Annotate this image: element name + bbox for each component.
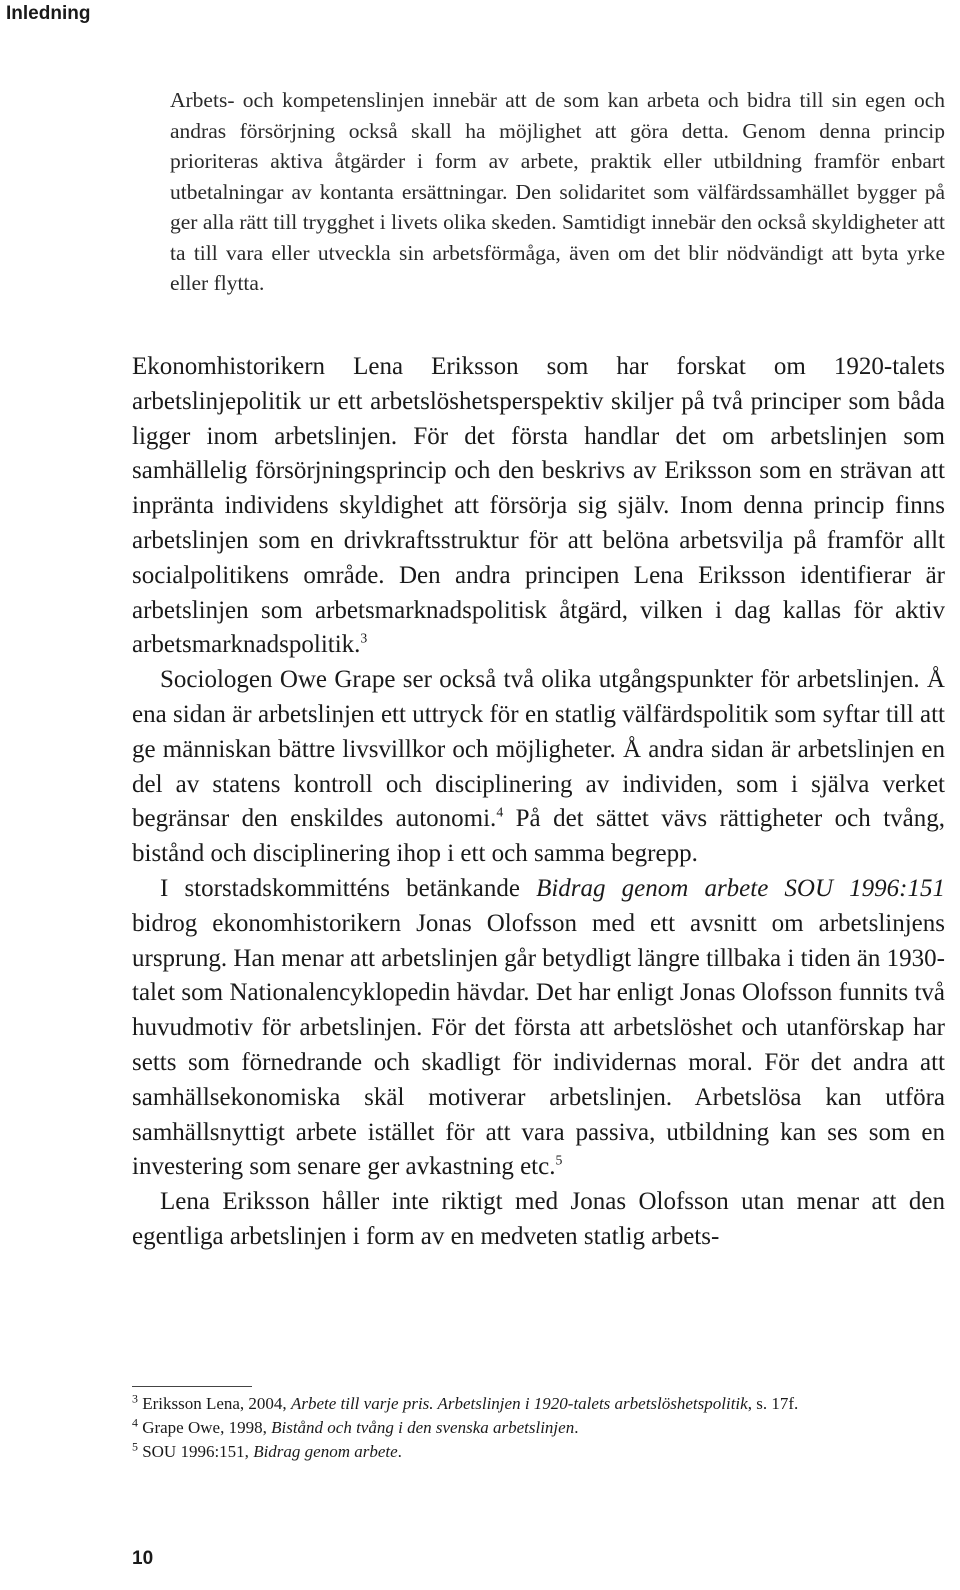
section-header: Inledning: [6, 3, 91, 24]
footnote-text: .: [397, 1442, 402, 1461]
footnote-title: Bistånd och tvång i den svenska arbetslinjen: [271, 1418, 575, 1437]
paragraph-grape: [132, 663, 945, 872]
page-number: 10: [132, 1548, 154, 1569]
footnote-4: [132, 1416, 945, 1440]
footnote-number: 5: [132, 1439, 138, 1454]
footnotes: [132, 1392, 945, 1464]
footnote-text: Grape Owe, 1998,: [137, 1418, 272, 1437]
footnote-divider: [132, 1386, 252, 1387]
footnote-title: Arbete till varje pris. Arbetslinjen i 1920-talets arbetslöshetspolitik: [290, 1394, 748, 1413]
footnote-text: Eriksson Lena, 2004,: [137, 1394, 291, 1413]
paragraph-continuation: Lena Eriksson håller inte riktigt med Jonas Olofsson utan menar att den egentliga arbetslinjen i form av en medveten statlig arbets-: [132, 1188, 945, 1250]
paragraph-text: bidrog ekonomhistorikern Jonas Olofsson med ett avsnitt om arbetslinjens ursprung. Han menar att arbetslinjen går betydligt längre tillbaka i tiden än 1930-talet som Nationalencyklopedin hävdar. Det har enligt Jonas Olofsson funnits två huvudmotiv för arbetslinjen. För det första att arbetslöshet och utanförskap har setts som förnedrande och skadligt för individernas moral. För det andra att samhällsekonomiska skäl motiverar arbetslinjen. Arbetslösa kan utföra samhällsnyttigt arbete istället för att vara passiva, utbildning kan ses som en investering som senare ger avkastning etc.: [132, 909, 945, 1181]
paragraph-text: På det sättet vävs rättigheter och tvång, bistånd och disciplinering ihop i ett och samma begrepp.: [132, 805, 945, 868]
paragraph-text: I storstadskommitténs betänkande: [160, 874, 537, 902]
footnote-text: , s. 17f.: [747, 1394, 799, 1413]
paragraph-eriksson: [132, 350, 945, 663]
footnote-ref-4[interactable]: 4: [496, 805, 504, 821]
footnote-3: [132, 1392, 945, 1416]
report-title: Bidrag genom arbete SOU 1996:151: [536, 874, 945, 902]
footnote-text: .: [574, 1418, 579, 1437]
quoted-passage: Arbets- och kompetenslinjen innebär att de som kan arbeta och bidra till sin egen och andras försörjning också skall ha möjlighet att göra detta. Genom denna princip prioriteras aktiva åtgärder i form av arbete, praktik eller utbildning framför enbart utbetalningar av kontanta ersättningar. Den solidaritet som välfärdssamhället bygger på ger alla rätt till trygghet i livets olika skeden. Samtidigt innebär den också skyldigheter att ta till vara eller utveckla sin arbetsförmåga, även om det blir nödvändigt att byta yrke eller flytta.: [170, 88, 945, 295]
footnote-ref-3[interactable]: 3: [360, 631, 368, 647]
footnote-5: [132, 1440, 945, 1464]
footnote-text: SOU 1996:151,: [137, 1442, 254, 1461]
footnote-number: 3: [132, 1391, 138, 1406]
footnote-number: 4: [132, 1415, 138, 1430]
footnote-title: Bidrag genom arbete: [253, 1442, 398, 1461]
paragraph-text: Ekonomhistorikern Lena Eriksson som har forskat om 1920-talets arbetslinjepolitik ur ett arbetslöshetsperspektiv skiljer på två principer som båda ligger inom arbetslinjen. För det första handlar det om arbetslinjen som samhällelig försörjningsprincip och den beskrivs av Eriksson som en strävan att inpränta individens skyldighet att försörja sig själv. Inom denna princip finns arbetslinjen som en drivkraftsstruktur för att belöna arbetsvilja på framför allt socialpolitikens område. Den andra principen Lena Eriksson identifierar är arbetslinjen som arbetsmarknadspolitisk åtgärd, vilken i dag kallas för aktiv arbetsmarknadspolitik.: [132, 353, 945, 659]
paragraph-text: Sociologen Owe Grape ser också två olika utgångspunkter för arbetslinjen. Å ena sidan är arbetslinjen ett uttryck för en statlig välfärdspolitik som syftar till att ge människan bättre livsvillkor och möjligheter. Å andra sidan är arbetslinjen en del av statens kontroll och disciplinering av individen, som i själva verket begränsar den enskildes autonomi.: [132, 666, 945, 833]
footnote-ref-5[interactable]: 5: [555, 1153, 563, 1168]
paragraph-olofsson: [132, 872, 945, 1185]
main-text: [132, 350, 945, 1255]
